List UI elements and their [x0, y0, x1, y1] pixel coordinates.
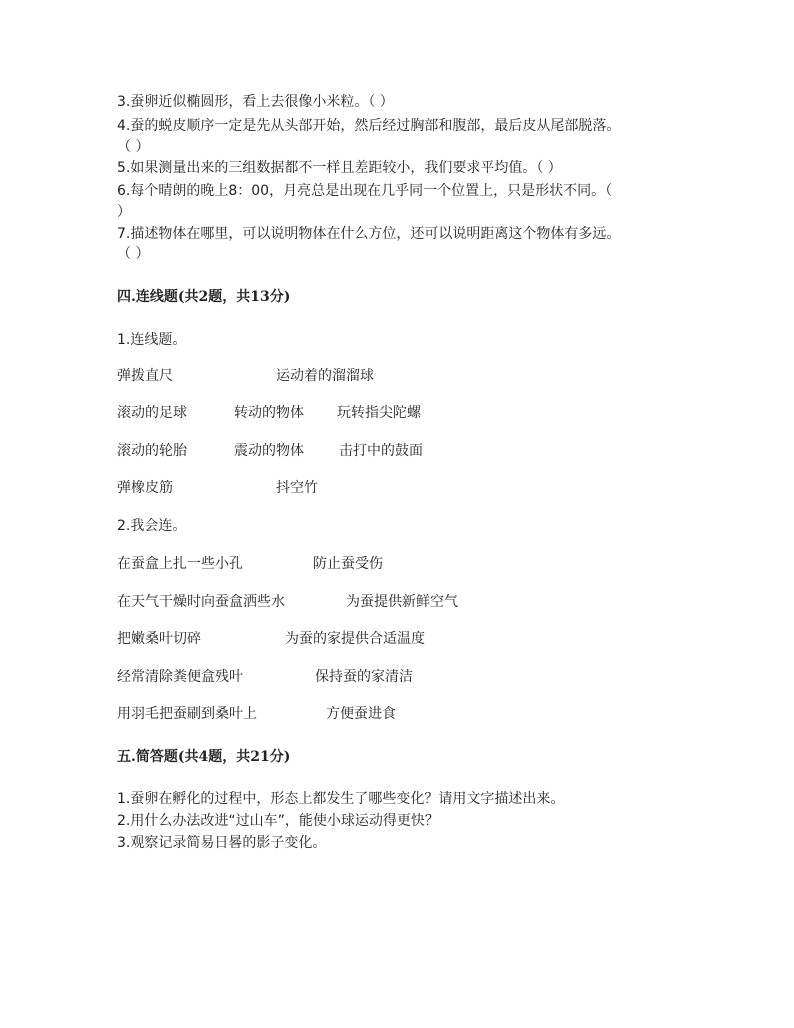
short-answer-item: 2.用什么办法改进“过山车”，能使小球运动得更快？ [117, 813, 439, 829]
matching-left-item: 把嫩桑叶切碎 [117, 631, 201, 647]
judgement-item-6-bracket: ） [117, 204, 131, 220]
matching-right-item: 击打中的鼓面 [339, 443, 423, 459]
matching-right-item: 防止蚕受伤 [313, 556, 383, 572]
judgement-item-5: 5.如果测量出来的三组数据都不一样且差距较小，我们要求平均值。（ ） [117, 160, 562, 176]
judgement-item-3: 3.蚕卵近似椭圆形，看上去很像小米粒。（ ） [117, 94, 394, 110]
judgement-item-7-bracket: （ ） [117, 246, 150, 262]
matching-q1-title: 1.连线题。 [117, 332, 187, 348]
matching-right-item: 运动着的溜溜球 [276, 368, 374, 384]
matching-middle-item: 震动的物体 [234, 443, 304, 459]
matching-left-item: 滚动的足球 [117, 405, 187, 421]
matching-left-item: 弹橡皮筋 [117, 480, 173, 496]
matching-left-item: 经常清除粪便盒残叶 [117, 669, 243, 685]
matching-right-item: 为蚕的家提供合适温度 [285, 631, 425, 647]
judgement-item-6: 6.每个晴朗的晚上8：00，月亮总是出现在几乎同一个位置上，只是形状不同。（ [117, 183, 613, 199]
judgement-item-4-bracket: （ ） [117, 139, 150, 155]
matching-left-item: 滚动的轮胎 [117, 443, 187, 459]
section-4-title: 四.连线题(共2题，共13分) [117, 289, 291, 305]
matching-left-item: 在天气干燥时向蚕盒洒些水 [117, 594, 285, 610]
matching-right-item: 为蚕提供新鲜空气 [346, 594, 458, 610]
judgement-item-4: 4.蚕的蜕皮顺序一定是先从头部开始，然后经过胸部和腹部，最后皮从尾部脱落。 [117, 118, 621, 134]
matching-right-item: 抖空竹 [276, 480, 318, 496]
matching-right-item: 保持蚕的家清洁 [315, 669, 413, 685]
judgement-item-7: 7.描述物体在哪里，可以说明物体在什么方位，还可以说明距离这个物体有多远。 [117, 226, 621, 242]
matching-middle-item: 转动的物体 [234, 405, 304, 421]
matching-left-item: 用羽毛把蚕刷到桑叶上 [117, 706, 257, 722]
matching-right-item: 方便蚕进食 [326, 706, 396, 722]
matching-left-item: 在蚕盒上扎一些小孔 [117, 556, 243, 572]
short-answer-item: 1.蚕卵在孵化的过程中，形态上都发生了哪些变化？请用文字描述出来。 [117, 791, 565, 807]
short-answer-item: 3.观察记录简易日晷的影子变化。 [117, 835, 327, 851]
section-5-title: 五.简答题(共4题，共21分) [117, 749, 291, 765]
matching-q2-title: 2.我会连。 [117, 518, 187, 534]
matching-left-item: 弹拨直尺 [117, 368, 173, 384]
matching-right-item: 玩转指尖陀螺 [337, 405, 421, 421]
